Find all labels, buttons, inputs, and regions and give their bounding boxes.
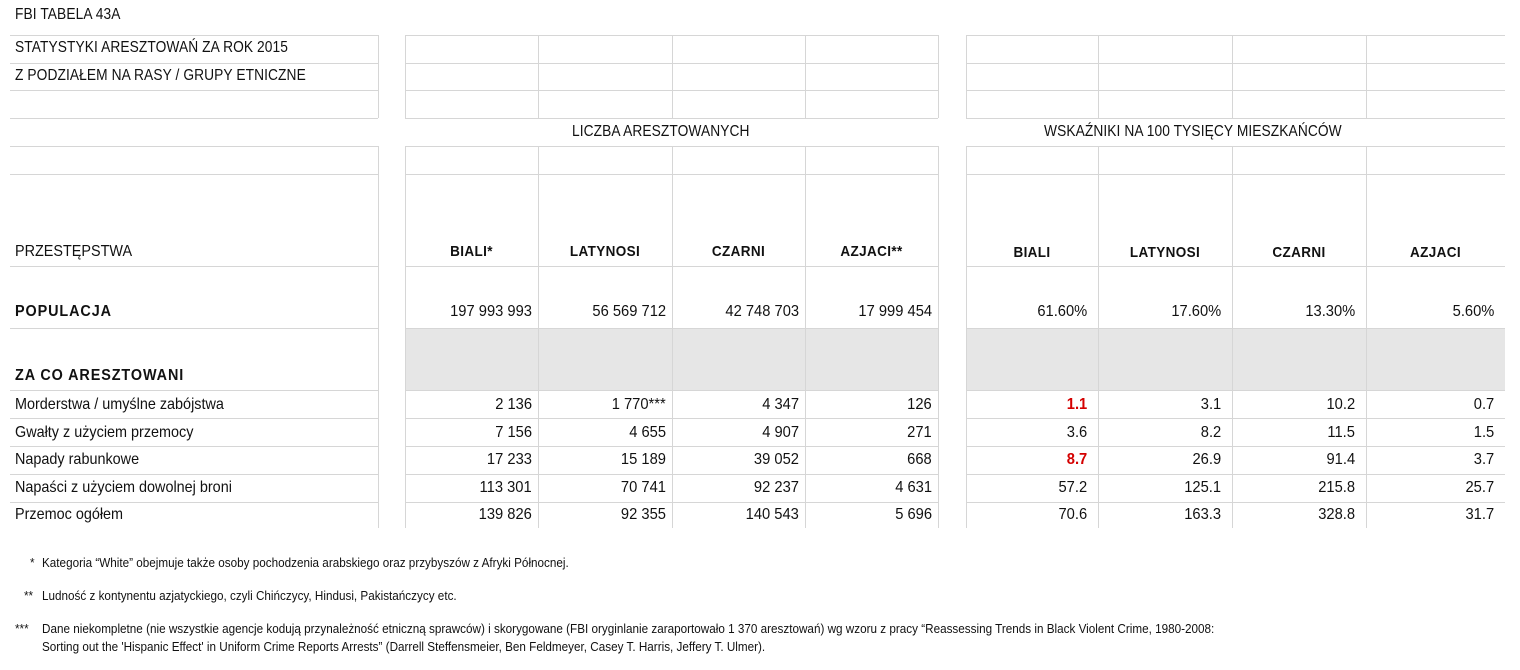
table-cell-count: 7 156 <box>495 423 532 441</box>
table-cell-rate: 8.2 <box>1200 423 1221 441</box>
rates-section-header: WSKAŹNIKI NA 100 TYSIĘCY MIESZKAŃCÓW <box>1044 123 1342 140</box>
footnote-mark: *** <box>15 621 29 636</box>
table-cell-count: 70 741 <box>620 478 666 496</box>
grid-vline <box>1098 146 1099 528</box>
population-count: 56 569 712 <box>592 303 666 320</box>
rate-column-header: CZARNI <box>1272 244 1326 261</box>
table-cell-rate: 8.7 <box>1066 451 1087 468</box>
table-cell-rate: 125.1 <box>1184 478 1221 496</box>
table-cell-rate: 3.7 <box>1473 451 1494 468</box>
table-cell-count: 139 826 <box>478 506 532 523</box>
grid-vline <box>1366 35 1367 118</box>
table-cell-count: 5 696 <box>895 506 932 523</box>
grid-hline <box>966 118 1505 119</box>
population-rate: 13.30% <box>1305 303 1355 320</box>
table-cell-rate: 0.7 <box>1473 396 1494 413</box>
title-line-2: STATYSTYKI ARESZTOWAŃ ZA ROK 2015 <box>15 39 289 56</box>
table-cell-rate: 163.3 <box>1184 506 1221 523</box>
table-cell-rate: 1.1 <box>1066 396 1087 413</box>
table-cell-count: 15 189 <box>620 451 666 468</box>
footnote-text: Dane niekompletne (nie wszystkie agencje kodują przynależność etniczną sprawców) i skorygowane (FBI oryginlanie zaraportowało 1 370 aresztowań) wg wzoru z pracy “Reassessing Trends in Black Violent Crime, 1980-2008: <box>42 621 1215 636</box>
table-cell-rate: 328.8 <box>1318 506 1355 523</box>
grid-vline <box>805 146 806 528</box>
population-rate: 17.60% <box>1171 303 1221 320</box>
table-cell-count: 668 <box>907 451 932 468</box>
population-label: POPULACJA <box>15 303 112 320</box>
title-line-3: Z PODZIAŁEM NA RASY / GRUPY ETNICZNE <box>15 67 306 84</box>
grid-hline <box>966 90 1505 91</box>
table-cell-count: 4 655 <box>629 423 666 441</box>
table-cell-rate: 10.2 <box>1326 396 1355 413</box>
rate-column-header: BIALI <box>1013 244 1051 261</box>
grid-vline <box>805 35 806 118</box>
table-row-label: Napaści z użyciem dowolnej broni <box>15 478 232 496</box>
population-count: 17 999 454 <box>858 303 932 320</box>
table-cell-rate: 215.8 <box>1318 478 1355 496</box>
grid-hline <box>10 174 378 175</box>
population-count: 42 748 703 <box>725 303 799 320</box>
grid-vline <box>1098 35 1099 118</box>
footnote-text: Kategoria “White” obejmuje także osoby pochodzenia arabskiego oraz przybyszów z Afryki Północnej. <box>42 555 569 570</box>
grid-hline <box>10 35 378 36</box>
grid-hline <box>966 35 1505 36</box>
grid-vline <box>1232 146 1233 528</box>
grid-vline <box>378 146 379 528</box>
table-cell-count: 39 052 <box>753 451 799 468</box>
count-column-header: LATYNOSI <box>569 243 641 260</box>
grid-vline <box>966 35 967 118</box>
grid-vline <box>938 35 939 118</box>
table-cell-count: 271 <box>907 423 932 441</box>
population-rate: 61.60% <box>1037 303 1087 320</box>
grid-vline <box>405 35 406 118</box>
table-row-label: Morderstwa / umyślne zabójstwa <box>15 396 224 413</box>
grid-hline <box>966 63 1505 64</box>
count-column-header: CZARNI <box>711 243 766 260</box>
footnote-text: Sorting out the 'Hispanic Effect' in Uniform Crime Reports Arrests” (Darrell Steffensmeier, Ben Feldmeyer, Casey T. Harris, Jeffery T. Ulmer). <box>42 639 766 654</box>
table-cell-count: 92 355 <box>620 506 666 523</box>
grid-vline <box>966 146 967 528</box>
table-cell-count: 4 347 <box>762 396 799 413</box>
population-count: 197 993 993 <box>450 303 532 320</box>
footnote-mark: * <box>30 555 35 570</box>
table-cell-rate: 70.6 <box>1058 506 1087 523</box>
grid-hline <box>10 90 378 91</box>
grid-hline <box>10 474 378 475</box>
grid-hline <box>405 118 938 119</box>
title-line-1: FBI TABELA 43A <box>15 6 121 23</box>
population-rate: 5.60% <box>1452 303 1494 320</box>
table-cell-rate: 26.9 <box>1192 451 1221 468</box>
table-cell-count: 17 233 <box>486 451 532 468</box>
table-row-label: Gwałty z użyciem przemocy <box>15 423 194 441</box>
table-cell-rate: 1.5 <box>1473 423 1494 441</box>
table-cell-count: 4 907 <box>762 423 799 441</box>
rate-column-header: AZJACI <box>1410 244 1461 261</box>
table-row-label: Napady rabunkowe <box>15 451 140 468</box>
table-row-label: Przemoc ogółem <box>15 506 124 523</box>
grid-vline <box>672 146 673 528</box>
reasons-header: ZA CO ARESZTOWANI <box>15 367 185 384</box>
row-header: PRZESTĘPSTWA <box>15 243 133 260</box>
grid-hline <box>966 174 1505 175</box>
table-cell-rate: 31.7 <box>1465 506 1494 523</box>
grid-vline <box>538 146 539 528</box>
table-cell-count: 2 136 <box>495 396 532 413</box>
table-cell-rate: 11.5 <box>1327 423 1355 441</box>
grid-hline <box>966 328 1505 329</box>
table-cell-count: 113 301 <box>479 478 532 496</box>
footnote-mark: ** <box>24 588 34 603</box>
table-cell-rate: 91.4 <box>1326 451 1355 468</box>
table-cell-rate: 57.2 <box>1058 478 1087 496</box>
footnote-text: Ludność z kontynentu azjatyckiego, czyli Chińczycy, Hindusi, Pakistańczycy etc. <box>42 588 457 603</box>
count-column-header: BIALI* <box>450 243 493 260</box>
grid-hline <box>10 390 378 391</box>
grid-hline <box>10 502 378 503</box>
grid-hline <box>966 474 1505 475</box>
table-cell-rate: 25.7 <box>1465 478 1494 496</box>
grid-vline <box>1366 146 1367 528</box>
grid-hline <box>966 502 1505 503</box>
grid-vline <box>672 35 673 118</box>
table-cell-rate: 3.1 <box>1200 396 1221 413</box>
grid-hline <box>10 146 378 147</box>
table-cell-count: 126 <box>907 396 932 413</box>
grid-vline <box>405 146 406 528</box>
grid-hline <box>10 328 378 329</box>
count-column-header: AZJACI** <box>840 243 903 260</box>
grid-hline <box>966 390 1505 391</box>
grid-hline <box>966 146 1505 147</box>
table-cell-rate: 3.6 <box>1066 423 1087 441</box>
grid-hline <box>10 118 378 119</box>
grid-vline <box>1232 35 1233 118</box>
grid-vline <box>938 146 939 528</box>
grid-hline <box>966 266 1505 267</box>
grid-hline <box>10 266 378 267</box>
grid-vline <box>538 35 539 118</box>
table-cell-count: 1 770*** <box>611 396 666 413</box>
grid-hline <box>966 418 1505 419</box>
grid-hline <box>10 418 378 419</box>
grid-hline <box>10 63 378 64</box>
table-cell-count: 140 543 <box>745 506 799 523</box>
counts-section-header: LICZBA ARESZTOWANYCH <box>572 123 750 140</box>
shaded-band-rates <box>966 328 1505 390</box>
grid-hline <box>966 446 1505 447</box>
grid-vline <box>378 35 379 118</box>
rate-column-header: LATYNOSI <box>1129 244 1201 261</box>
grid-hline <box>10 446 378 447</box>
table-cell-count: 92 237 <box>753 478 799 496</box>
table-cell-count: 4 631 <box>895 478 932 496</box>
